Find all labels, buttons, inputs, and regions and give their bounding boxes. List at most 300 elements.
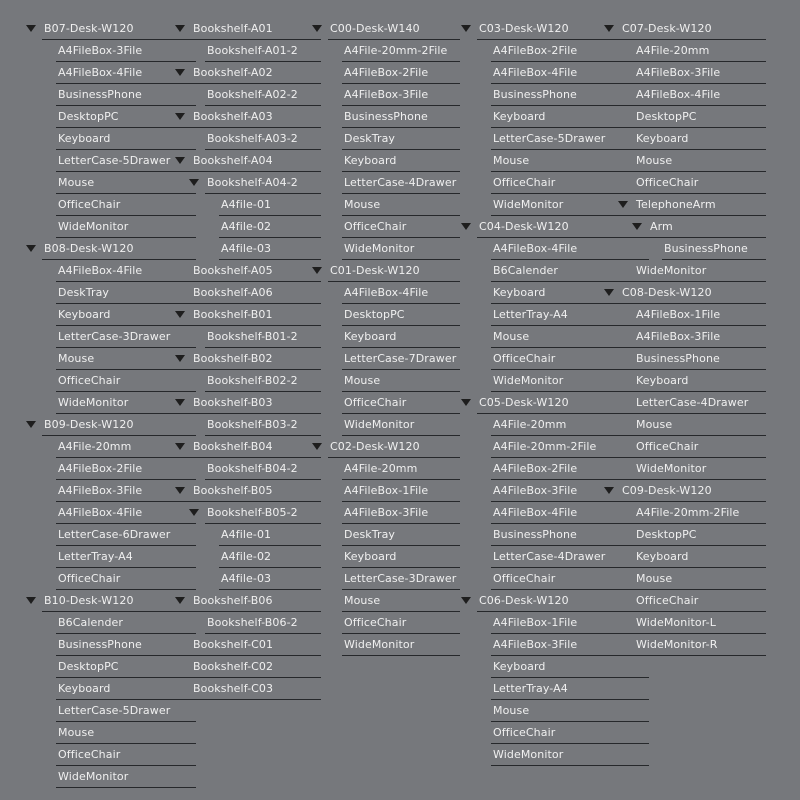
expand-arrow-icon[interactable] — [26, 597, 36, 604]
tree-item-label: Bookshelf-A05 — [193, 264, 273, 277]
row-separator — [634, 127, 766, 128]
tree-item-label: Mouse — [493, 704, 530, 717]
tree-item-label: WideMonitor — [58, 770, 129, 783]
tree-item-label: BusinessPhone — [344, 110, 428, 123]
tree-item-label: OfficeChair — [58, 374, 121, 387]
tree-item-label: Bookshelf-B06-2 — [207, 616, 298, 629]
tree-item-label: Mouse — [636, 418, 673, 431]
tree-group-row[interactable] — [310, 261, 460, 283]
tree-item-row[interactable] — [602, 569, 766, 591]
tree-item-row[interactable] — [602, 371, 766, 393]
tree-item-label: DeskTray — [58, 286, 110, 299]
expand-arrow-icon[interactable] — [175, 597, 185, 604]
expand-arrow-icon[interactable] — [26, 245, 36, 252]
tree-item-row[interactable] — [310, 371, 460, 393]
tree-item-label: Keyboard — [58, 132, 111, 145]
tree-item-row[interactable] — [24, 63, 196, 85]
tree-item-label: Bookshelf-B03-2 — [207, 418, 298, 431]
tree-item-label: WideMonitor — [493, 748, 564, 761]
tree-item-label: C09-Desk-W120 — [622, 484, 712, 497]
tree-item-row[interactable] — [310, 63, 460, 85]
row-separator — [342, 545, 460, 546]
tree-group-row[interactable] — [173, 151, 321, 173]
tree-group-row[interactable] — [173, 437, 321, 459]
tree-item-row[interactable] — [24, 745, 196, 767]
tree-item-label: TelephoneArm — [636, 198, 716, 211]
expand-arrow-icon[interactable] — [175, 311, 185, 318]
tree-item-label: A4FileBox-3File — [344, 506, 429, 519]
tree-item-row[interactable] — [173, 283, 321, 305]
tree-item-row[interactable] — [173, 217, 321, 239]
tree-item-row[interactable] — [310, 547, 460, 569]
expand-arrow-icon[interactable] — [604, 25, 614, 32]
row-separator — [191, 457, 321, 458]
row-separator — [342, 523, 460, 524]
row-separator — [634, 391, 766, 392]
tree-item-label: Bookshelf-A06 — [193, 286, 273, 299]
tree-item-label: Bookshelf-A03-2 — [207, 132, 298, 145]
tree-item-row[interactable] — [310, 239, 460, 261]
row-separator — [634, 545, 766, 546]
tree-item-row[interactable] — [173, 195, 321, 217]
tree-item-row[interactable] — [173, 657, 321, 679]
tree-item-label: Bookshelf-B01 — [193, 308, 273, 321]
row-separator — [634, 611, 766, 612]
tree-item-row[interactable] — [602, 459, 766, 481]
expand-arrow-icon[interactable] — [618, 201, 628, 208]
tree-item-label: A4FileBox-4File — [58, 264, 143, 277]
tree-item-row[interactable] — [602, 151, 766, 173]
tree-item-label: Mouse — [636, 572, 673, 585]
tree-item-row[interactable] — [602, 173, 766, 195]
tree-item-row[interactable] — [602, 437, 766, 459]
row-separator — [342, 259, 460, 260]
tree-item-row[interactable] — [602, 261, 766, 283]
tree-group-row[interactable] — [310, 437, 460, 459]
tree-item-label: DesktopPC — [636, 528, 697, 541]
tree-group-row[interactable] — [24, 239, 196, 261]
row-separator — [191, 281, 321, 282]
tree-item-row[interactable] — [24, 723, 196, 745]
tree-item-row[interactable] — [24, 437, 196, 459]
expand-arrow-icon[interactable] — [175, 157, 185, 164]
expand-arrow-icon[interactable] — [461, 399, 471, 406]
row-separator — [491, 765, 649, 766]
tree-item-label: A4File-20mm-2File — [344, 44, 448, 57]
row-separator — [205, 105, 321, 106]
tree-item-label: Keyboard — [636, 550, 689, 563]
tree-item-row[interactable] — [310, 305, 460, 327]
tree-item-label: B10-Desk-W120 — [44, 594, 134, 607]
tree-item-row[interactable] — [602, 349, 766, 371]
tree-item-label: Bookshelf-A02 — [193, 66, 273, 79]
tree-item-row[interactable] — [310, 415, 460, 437]
expand-arrow-icon[interactable] — [189, 509, 199, 516]
tree-item-label: Bookshelf-B05-2 — [207, 506, 298, 519]
expand-arrow-icon[interactable] — [26, 25, 36, 32]
tree-item-row[interactable] — [173, 41, 321, 63]
tree-item-label: Mouse — [58, 352, 95, 365]
tree-item-row[interactable] — [24, 107, 196, 129]
tree-item-label: Bookshelf-A01 — [193, 22, 273, 35]
tree-item-row[interactable] — [24, 767, 196, 789]
row-separator — [191, 369, 321, 370]
tree-item-label: OfficeChair — [344, 396, 407, 409]
tree-item-row[interactable] — [310, 393, 460, 415]
row-separator — [634, 435, 766, 436]
tree-item-label: LetterCase-7Drawer — [344, 352, 457, 365]
tree-item-label: A4FileBox-1File — [344, 484, 429, 497]
tree-item-label: Bookshelf-B05 — [193, 484, 273, 497]
tree-item-row[interactable] — [24, 261, 196, 283]
row-separator — [491, 721, 649, 722]
tree-group-row[interactable] — [173, 63, 321, 85]
expand-arrow-icon[interactable] — [461, 597, 471, 604]
row-separator — [634, 61, 766, 62]
expand-arrow-icon[interactable] — [175, 443, 185, 450]
tree-item-label: A4FileBox-3File — [58, 44, 143, 57]
tree-item-row[interactable] — [310, 569, 460, 591]
tree-item-label: A4FileBox-4File — [493, 506, 578, 519]
tree-group-row[interactable] — [310, 19, 460, 41]
tree-item-label: OfficeChair — [344, 220, 407, 233]
tree-item-label: Mouse — [58, 726, 95, 739]
tree-group-row[interactable] — [173, 19, 321, 41]
tree-item-row[interactable] — [602, 613, 766, 635]
tree-item-label: A4file-03 — [221, 572, 272, 585]
tree-item-row[interactable] — [24, 613, 196, 635]
tree-item-row[interactable] — [602, 239, 766, 261]
tree-item-label: WideMonitor — [636, 264, 707, 277]
tree-item-label: A4FileBox-3File — [636, 66, 721, 79]
tree-item-label: Keyboard — [493, 286, 546, 299]
tree-group-row[interactable] — [173, 173, 321, 195]
row-separator — [634, 347, 766, 348]
row-separator — [342, 325, 460, 326]
tree-item-row[interactable] — [459, 679, 649, 701]
row-separator — [620, 303, 766, 304]
tree-item-label: WideMonitor — [493, 198, 564, 211]
tree-item-row[interactable] — [310, 151, 460, 173]
row-separator — [191, 303, 321, 304]
tree-group-row[interactable] — [602, 195, 766, 217]
row-separator — [342, 413, 460, 414]
tree-item-row[interactable] — [24, 547, 196, 569]
tree-item-row[interactable] — [173, 371, 321, 393]
tree-item-row[interactable] — [602, 635, 766, 657]
tree-item-label: Mouse — [344, 198, 381, 211]
tree-item-row[interactable] — [24, 503, 196, 525]
tree-item-label: Mouse — [344, 374, 381, 387]
tree-item-label: WideMonitor — [493, 374, 564, 387]
row-separator — [342, 589, 460, 590]
tree-item-row[interactable] — [24, 173, 196, 195]
tree-item-row[interactable] — [24, 349, 196, 371]
row-separator — [191, 325, 321, 326]
row-separator — [191, 127, 321, 128]
expand-arrow-icon[interactable] — [312, 267, 322, 274]
tree-item-label: Bookshelf-B04-2 — [207, 462, 298, 475]
tree-item-row[interactable] — [24, 569, 196, 591]
expand-arrow-icon[interactable] — [461, 25, 471, 32]
row-separator — [634, 655, 766, 656]
tree-item-label: LetterCase-5Drawer — [58, 704, 171, 717]
tree-group-row[interactable] — [24, 19, 196, 41]
tree-group-row[interactable] — [602, 19, 766, 41]
tree-item-label: A4File-20mm — [344, 462, 418, 475]
tree-column — [602, 19, 766, 657]
tree-item-label: C00-Desk-W140 — [330, 22, 420, 35]
tree-item-row[interactable] — [24, 635, 196, 657]
tree-item-row[interactable] — [310, 459, 460, 481]
row-separator — [328, 457, 460, 458]
tree-item-label: WideMonitor-L — [636, 616, 716, 629]
tree-item-label: Keyboard — [493, 660, 546, 673]
row-separator — [191, 501, 321, 502]
tree-item-row[interactable] — [310, 129, 460, 151]
expand-arrow-icon[interactable] — [461, 223, 471, 230]
tree-item-label: Keyboard — [58, 682, 111, 695]
tree-item-row[interactable] — [173, 85, 321, 107]
tree-item-row[interactable] — [24, 481, 196, 503]
tree-item-label: BusinessPhone — [664, 242, 748, 255]
tree-item-label: C06-Desk-W120 — [479, 594, 569, 607]
row-separator — [56, 765, 196, 766]
tree-group-row[interactable] — [173, 393, 321, 415]
tree-item-row[interactable] — [310, 481, 460, 503]
tree-item-row[interactable] — [602, 591, 766, 613]
tree-item-row[interactable] — [24, 459, 196, 481]
tree-item-label: A4file-01 — [221, 198, 272, 211]
tree-group-row[interactable] — [173, 591, 321, 613]
tree-item-label: Mouse — [493, 154, 530, 167]
row-separator — [342, 369, 460, 370]
tree-item-label: A4File-20mm — [58, 440, 132, 453]
tree-item-row[interactable] — [173, 459, 321, 481]
tree-item-label: BusinessPhone — [58, 88, 142, 101]
tree-item-row[interactable] — [602, 85, 766, 107]
tree-item-label: C01-Desk-W120 — [330, 264, 420, 277]
tree-item-row[interactable] — [173, 679, 321, 701]
tree-item-row[interactable] — [602, 63, 766, 85]
tree-item-row[interactable] — [310, 503, 460, 525]
row-separator — [634, 369, 766, 370]
row-separator — [205, 479, 321, 480]
tree-item-row[interactable] — [24, 129, 196, 151]
tree-item-label: A4FileBox-4File — [344, 286, 429, 299]
tree-item-label: Bookshelf-B06 — [193, 594, 273, 607]
tree-item-row[interactable] — [310, 525, 460, 547]
tree-item-row[interactable] — [310, 349, 460, 371]
row-separator — [205, 391, 321, 392]
row-separator — [491, 743, 649, 744]
tree-group-row[interactable] — [173, 107, 321, 129]
row-separator — [342, 655, 460, 656]
tree-item-label: A4File-20mm — [636, 44, 710, 57]
expand-arrow-icon[interactable] — [26, 421, 36, 428]
tree-item-row[interactable] — [602, 415, 766, 437]
tree-item-label: LetterCase-4Drawer — [493, 550, 606, 563]
row-separator — [342, 61, 460, 62]
row-separator — [191, 413, 321, 414]
tree-item-label: A4FileBox-1File — [636, 308, 721, 321]
tree-item-label: Bookshelf-A01-2 — [207, 44, 298, 57]
tree-item-label: Bookshelf-B04 — [193, 440, 273, 453]
tree-item-row[interactable] — [24, 85, 196, 107]
tree-item-row[interactable] — [24, 41, 196, 63]
tree-item-label: DesktopPC — [58, 110, 119, 123]
tree-item-row[interactable] — [310, 635, 460, 657]
row-separator — [191, 83, 321, 84]
tree-item-label: OfficeChair — [493, 572, 556, 585]
tree-item-row[interactable] — [602, 547, 766, 569]
tree-item-row[interactable] — [310, 173, 460, 195]
tree-item-row[interactable] — [459, 701, 649, 723]
tree-item-row[interactable] — [602, 393, 766, 415]
expand-arrow-icon[interactable] — [175, 399, 185, 406]
tree-item-row[interactable] — [602, 129, 766, 151]
tree-item-label: B6Calender — [493, 264, 559, 277]
tree-item-label: A4FileBox-2File — [58, 462, 143, 475]
tree-item-label: A4FileBox-3File — [636, 330, 721, 343]
row-separator — [620, 39, 766, 40]
row-separator — [342, 479, 460, 480]
expand-arrow-icon[interactable] — [632, 223, 642, 230]
row-separator — [342, 171, 460, 172]
tree-item-row[interactable] — [310, 107, 460, 129]
tree-item-row[interactable] — [459, 723, 649, 745]
expand-arrow-icon[interactable] — [189, 179, 199, 186]
row-separator — [56, 721, 196, 722]
tree-item-row[interactable] — [310, 85, 460, 107]
expand-arrow-icon[interactable] — [604, 487, 614, 494]
row-separator — [219, 237, 321, 238]
tree-item-row[interactable] — [24, 195, 196, 217]
tree-item-label: Bookshelf-C03 — [193, 682, 274, 695]
tree-item-row[interactable] — [602, 503, 766, 525]
tree-item-row[interactable] — [173, 635, 321, 657]
tree-item-row[interactable] — [24, 679, 196, 701]
tree-item-row[interactable] — [24, 657, 196, 679]
tree-group-row[interactable] — [602, 283, 766, 305]
row-separator — [342, 149, 460, 150]
tree-item-row[interactable] — [173, 415, 321, 437]
tree-item-label: Mouse — [636, 154, 673, 167]
tree-item-row[interactable] — [24, 525, 196, 547]
row-separator — [205, 523, 321, 524]
tree-item-row[interactable] — [602, 107, 766, 129]
tree-item-row[interactable] — [459, 745, 649, 767]
tree-item-label: B09-Desk-W120 — [44, 418, 134, 431]
tree-item-label: Bookshelf-B01-2 — [207, 330, 298, 343]
row-separator — [342, 611, 460, 612]
expand-arrow-icon[interactable] — [175, 487, 185, 494]
tree-item-row[interactable] — [310, 217, 460, 239]
tree-item-label: OfficeChair — [58, 572, 121, 585]
tree-item-row[interactable] — [602, 525, 766, 547]
tree-item-row[interactable] — [310, 327, 460, 349]
tree-group-row[interactable] — [602, 481, 766, 503]
tree-item-row[interactable] — [24, 371, 196, 393]
tree-item-label: Bookshelf-C02 — [193, 660, 274, 673]
tree-item-row[interactable] — [173, 525, 321, 547]
tree-item-row[interactable] — [24, 393, 196, 415]
tree-item-label: BusinessPhone — [636, 352, 720, 365]
row-separator — [205, 149, 321, 150]
expand-arrow-icon[interactable] — [175, 355, 185, 362]
expand-arrow-icon[interactable] — [175, 113, 185, 120]
tree-item-row[interactable] — [173, 613, 321, 635]
tree-item-row[interactable] — [173, 569, 321, 591]
tree-item-label: LetterCase-6Drawer — [58, 528, 171, 541]
expand-arrow-icon[interactable] — [312, 25, 322, 32]
tree-group-row[interactable] — [173, 503, 321, 525]
tree-item-row[interactable] — [459, 657, 649, 679]
tree-item-row[interactable] — [24, 283, 196, 305]
tree-item-row[interactable] — [310, 41, 460, 63]
tree-item-row[interactable] — [173, 547, 321, 569]
tree-item-label: C08-Desk-W120 — [622, 286, 712, 299]
tree-group-row[interactable] — [24, 591, 196, 613]
tree-group-row[interactable] — [173, 349, 321, 371]
expand-arrow-icon[interactable] — [175, 69, 185, 76]
tree-item-row[interactable] — [24, 305, 196, 327]
expand-arrow-icon[interactable] — [175, 25, 185, 32]
row-separator — [191, 171, 321, 172]
row-separator — [491, 699, 649, 700]
tree-item-row[interactable] — [602, 327, 766, 349]
tree-group-row[interactable] — [173, 305, 321, 327]
tree-group-row[interactable] — [24, 415, 196, 437]
tree-item-row[interactable] — [602, 41, 766, 63]
tree-item-row[interactable] — [173, 129, 321, 151]
tree-item-label: C07-Desk-W120 — [622, 22, 712, 35]
tree-item-label: Mouse — [58, 176, 95, 189]
row-separator — [634, 457, 766, 458]
tree-item-row[interactable] — [310, 195, 460, 217]
tree-item-row[interactable] — [310, 591, 460, 613]
expand-arrow-icon[interactable] — [604, 289, 614, 296]
tree-item-label: WideMonitor — [58, 396, 129, 409]
row-separator — [191, 655, 321, 656]
tree-item-label: LetterCase-5Drawer — [58, 154, 171, 167]
tree-group-row[interactable] — [173, 481, 321, 503]
tree-group-row[interactable] — [602, 217, 766, 239]
tree-item-row[interactable] — [24, 327, 196, 349]
tree-item-label: Arm — [650, 220, 673, 233]
tree-item-row[interactable] — [310, 613, 460, 635]
tree-item-label: LetterTray-A4 — [58, 550, 133, 563]
expand-arrow-icon[interactable] — [312, 443, 322, 450]
tree-item-label: Keyboard — [344, 154, 397, 167]
tree-item-row[interactable] — [24, 217, 196, 239]
tree-item-label: OfficeChair — [58, 748, 121, 761]
tree-item-label: A4FileBox-3File — [493, 484, 578, 497]
tree-item-row[interactable] — [173, 239, 321, 261]
tree-item-row[interactable] — [173, 261, 321, 283]
tree-item-row[interactable] — [24, 701, 196, 723]
tree-item-row[interactable] — [173, 327, 321, 349]
tree-item-row[interactable] — [310, 283, 460, 305]
tree-item-row[interactable] — [602, 305, 766, 327]
row-separator — [191, 677, 321, 678]
tree-item-label: OfficeChair — [636, 176, 699, 189]
row-separator — [328, 39, 460, 40]
tree-item-row[interactable] — [24, 151, 196, 173]
row-separator — [342, 347, 460, 348]
tree-item-label: OfficeChair — [58, 198, 121, 211]
row-separator — [634, 633, 766, 634]
